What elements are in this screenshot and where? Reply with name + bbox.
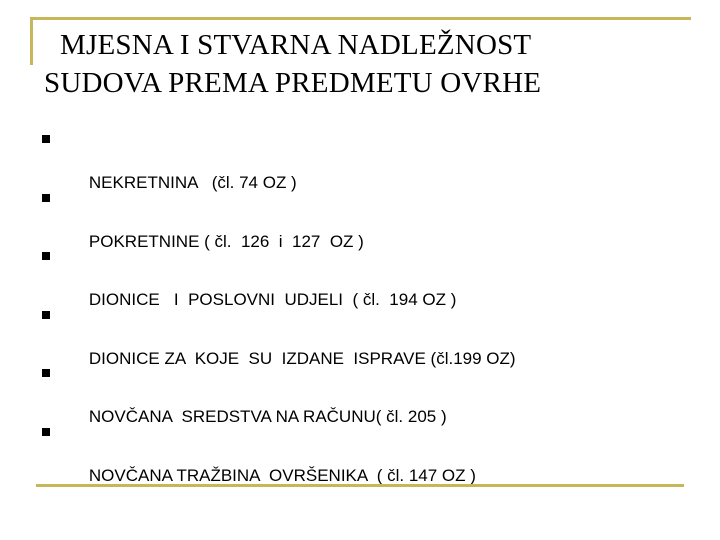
slide-title-line-2: SUDOVA PREMA PREDMETU OVRHE (44, 67, 542, 99)
bullet-item (42, 362, 516, 426)
bullet-list (42, 128, 516, 485)
bullet-square-icon (42, 311, 50, 319)
bullet-text: DIONICE I POSLOVNI UDJELI ( čl. 194 OZ ) (88, 290, 457, 309)
bottom-divider-rule (36, 484, 684, 487)
bullet-text: DIONICE ZA KOJE SU IZDANE ISPRAVE (čl.199 OZ) (88, 348, 516, 368)
bullet-square-icon (42, 135, 50, 143)
bullet-text: NOVČANA TRAŽBINA OVRŠENIKA ( čl. 147 OZ ) (88, 465, 476, 485)
bullet-square-icon (42, 252, 50, 260)
title-frame-top-rule (30, 17, 691, 20)
bullet-text: NEKRETNINA (čl. 74 OZ ) (88, 173, 297, 192)
bullet-item (42, 128, 516, 192)
slide-title-line-1: MJESNA I STVARNA NADLEŽNOST (60, 29, 532, 61)
bullet-item (42, 245, 516, 309)
bullet-square-icon (42, 194, 50, 202)
bullet-square-icon (42, 369, 50, 377)
bullet-text: POKRETNINE ( čl. 126 i 127 OZ ) (88, 231, 364, 251)
slide-title (0, 26, 720, 102)
bullet-item (42, 304, 516, 368)
bullet-item (42, 187, 516, 251)
bullet-square-icon (42, 428, 50, 436)
bullet-item (42, 421, 516, 485)
bullet-text: NOVČANA SREDSTVA NA RAČUNU( čl. 205 ) (88, 407, 447, 426)
